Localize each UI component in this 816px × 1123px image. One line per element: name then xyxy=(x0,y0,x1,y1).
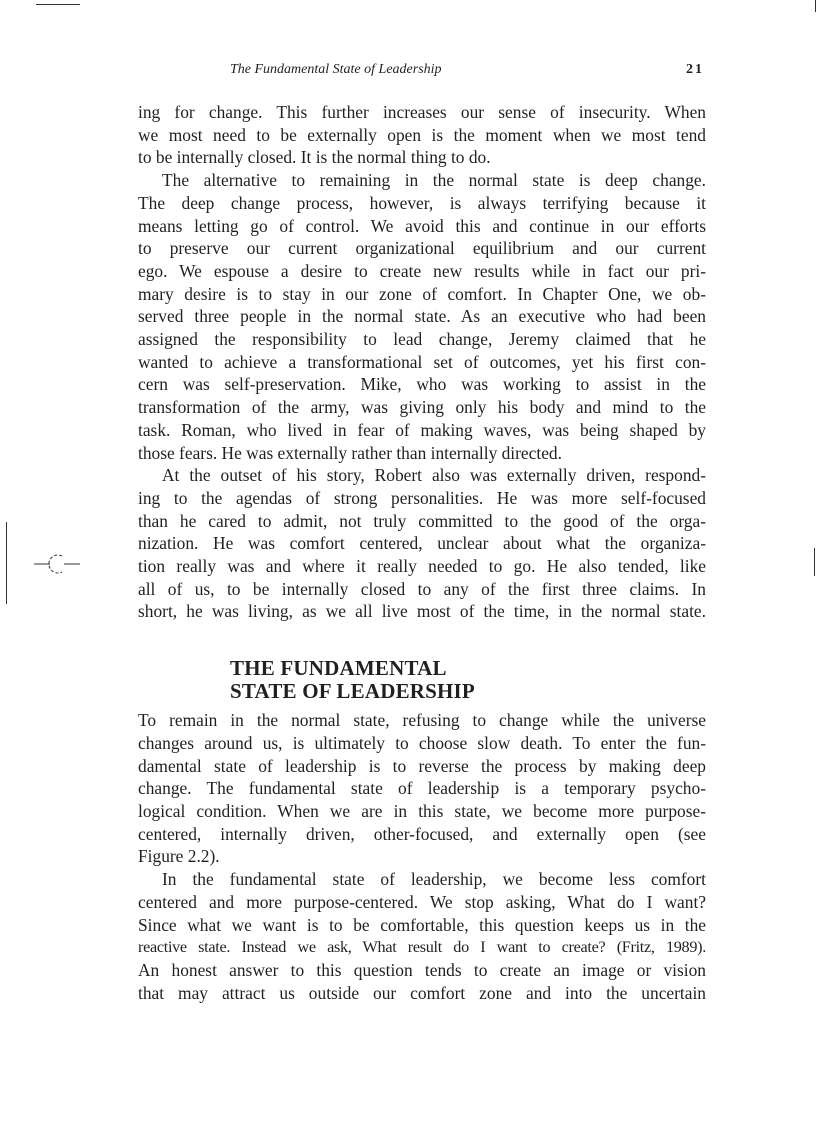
text-line: The deep change process, however, is always terrifying because it xyxy=(138,192,706,213)
page-number: 21 xyxy=(686,62,704,77)
text-line: all of us, to be internally closed to any of the first three claims. In xyxy=(138,578,706,599)
text-line: short, he was living, as we all live most of the time, in the normal state. xyxy=(138,601,706,622)
crop-mark-left xyxy=(6,522,7,604)
text-line: An honest answer to this question tends to create an image or vision xyxy=(138,959,706,980)
text-line: At the outset of his story, Robert also was externally driven, respond- xyxy=(162,465,706,486)
text-line: centered and more purpose-centered. We stop asking, What do I want? xyxy=(138,891,706,912)
text-line: In the fundamental state of leadership, we become less comfort xyxy=(162,869,706,890)
paragraph xyxy=(138,868,706,1004)
text-line: means letting go of control. We avoid this and continue in our efforts xyxy=(138,215,706,236)
text-line: than he cared to admit, not truly committed to the good of the orga- xyxy=(138,510,706,531)
crop-mark-right xyxy=(814,548,815,576)
paragraph xyxy=(138,709,706,868)
paragraph xyxy=(138,464,706,623)
text-line: to be internally closed. It is the normal thing to do. xyxy=(138,147,491,168)
paragraph xyxy=(138,101,706,169)
text-line: reactive state. Instead we ask, What result do I want to create? (Fritz, 1989). xyxy=(138,938,706,957)
text-line: To remain in the normal state, refusing to change while the universe xyxy=(138,710,706,731)
running-title: The Fundamental State of Leadership xyxy=(230,62,442,77)
text-line: tion really was and where it really needed to go. He also tended, like xyxy=(138,556,706,577)
text-line: damental state of leadership is to reverse the process by making deep xyxy=(138,755,706,776)
text-line: changes around us, is ultimately to choose slow death. To enter the fun- xyxy=(138,732,706,753)
text-line: centered, internally driven, other-focused, and externally open (see xyxy=(138,823,706,844)
section-heading xyxy=(230,657,706,703)
text-line: Since what we want is to be comfortable, this question keeps us in the xyxy=(138,914,706,935)
text-line: assigned the responsibility to lead change, Jeremy claimed that he xyxy=(138,329,706,350)
text-line: The alternative to remaining in the normal state is deep change. xyxy=(162,170,706,191)
section-heading-line: STATE OF LEADERSHIP xyxy=(230,679,475,704)
text-line: logical condition. When we are in this state, we become more purpose- xyxy=(138,800,706,821)
page-body xyxy=(138,101,706,1004)
paragraph xyxy=(138,169,706,464)
text-line: cern was self-preservation. Mike, who was working to assist in the xyxy=(138,374,706,395)
registration-mark-icon xyxy=(34,550,80,578)
text-line: served three people in the normal state. As an executive who had been xyxy=(138,306,706,327)
text-line: change. The fundamental state of leadership is a temporary psycho- xyxy=(138,778,706,799)
page-header xyxy=(138,62,706,80)
text-line: we most need to be externally open is the moment when we most tend xyxy=(138,124,706,145)
text-line: task. Roman, who lived in fear of making waves, was being shaped by xyxy=(138,419,706,440)
text-line: nization. He was comfort centered, unclear about what the organiza- xyxy=(138,533,706,554)
crop-mark-top xyxy=(36,4,80,5)
text-line: wanted to achieve a transformational set of outcomes, yet his first con- xyxy=(138,351,706,372)
text-line: Figure 2.2). xyxy=(138,846,220,867)
text-line: ing to the agendas of strong personalities. He was more self-focused xyxy=(138,487,706,508)
text-line: ing for change. This further increases our sense of insecurity. When xyxy=(138,102,706,122)
text-line: those fears. He was externally rather than internally directed. xyxy=(138,442,562,463)
section-heading-line: THE FUNDAMENTAL xyxy=(230,656,447,681)
text-line: ego. We espouse a desire to create new results while in fact our pri- xyxy=(138,260,706,281)
text-line: mary desire is to stay in our zone of comfort. In Chapter One, we ob- xyxy=(138,283,706,304)
text-line: that may attract us outside our comfort zone and into the uncertain xyxy=(138,982,706,1003)
text-line: to preserve our current organizational equilibrium and our current xyxy=(138,238,706,259)
text-line: transformation of the army, was giving only his body and mind to the xyxy=(138,397,706,418)
